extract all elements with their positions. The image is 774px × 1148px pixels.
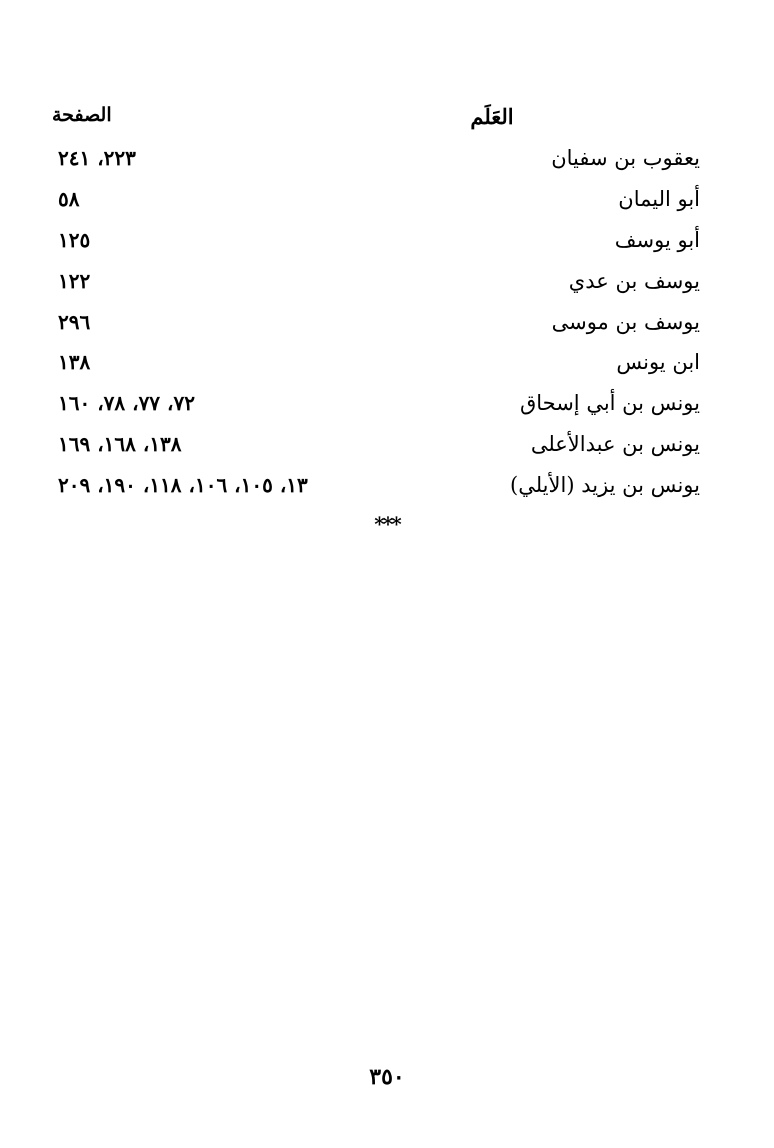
index-entry bbox=[52, 263, 700, 304]
entry-pages: ١٣، ١٠٥، ١٠٦، ١١٨، ١٩٠، ٢٠٩ bbox=[58, 473, 308, 498]
entry-pages: ١٣٨، ١٦٨، ١٦٩ bbox=[58, 432, 182, 457]
entry-name: أبو يوسف bbox=[614, 227, 700, 252]
index-header bbox=[52, 104, 700, 136]
name-column-heading: العَلَم bbox=[470, 104, 514, 129]
entry-name: يونس بن عبدالأعلى bbox=[530, 432, 700, 457]
entry-pages: ١٢٥ bbox=[58, 227, 91, 252]
entry-pages: ١٢٢ bbox=[58, 268, 91, 293]
page-number: ٣٥٠ bbox=[369, 1064, 405, 1090]
index-entry bbox=[52, 140, 700, 181]
page-column-heading: الصفحة bbox=[52, 104, 112, 126]
entry-name: يوسف بن عدي bbox=[568, 268, 700, 293]
entry-pages: ٢٢٣، ٢٤١ bbox=[58, 146, 136, 170]
entry-name: يونس بن يزيد (الأيلي) bbox=[510, 473, 700, 498]
entry-pages: ٧٢، ٧٧، ٧٨، ١٦٠ bbox=[58, 391, 195, 416]
entry-name: يونس بن أبي إسحاق bbox=[519, 391, 700, 416]
index-entry bbox=[52, 426, 700, 467]
entry-name: ابن يونس bbox=[616, 350, 700, 375]
entry-name: أبو اليمان bbox=[618, 186, 700, 211]
index-entry bbox=[52, 222, 700, 263]
index-entry bbox=[52, 344, 700, 385]
entry-pages: ١٣٨ bbox=[58, 350, 91, 375]
names-index-list bbox=[52, 140, 700, 508]
entry-name: يوسف بن موسى bbox=[551, 309, 700, 334]
index-entry bbox=[52, 304, 700, 345]
entry-name: يعقوب بن سفيان bbox=[551, 146, 700, 170]
index-entry bbox=[52, 467, 700, 508]
entry-pages: ٢٩٦ bbox=[58, 309, 91, 334]
entry-pages: ٥٨ bbox=[58, 186, 80, 211]
index-entry bbox=[52, 181, 700, 222]
section-separator: *** bbox=[374, 512, 400, 536]
index-entry bbox=[52, 385, 700, 426]
